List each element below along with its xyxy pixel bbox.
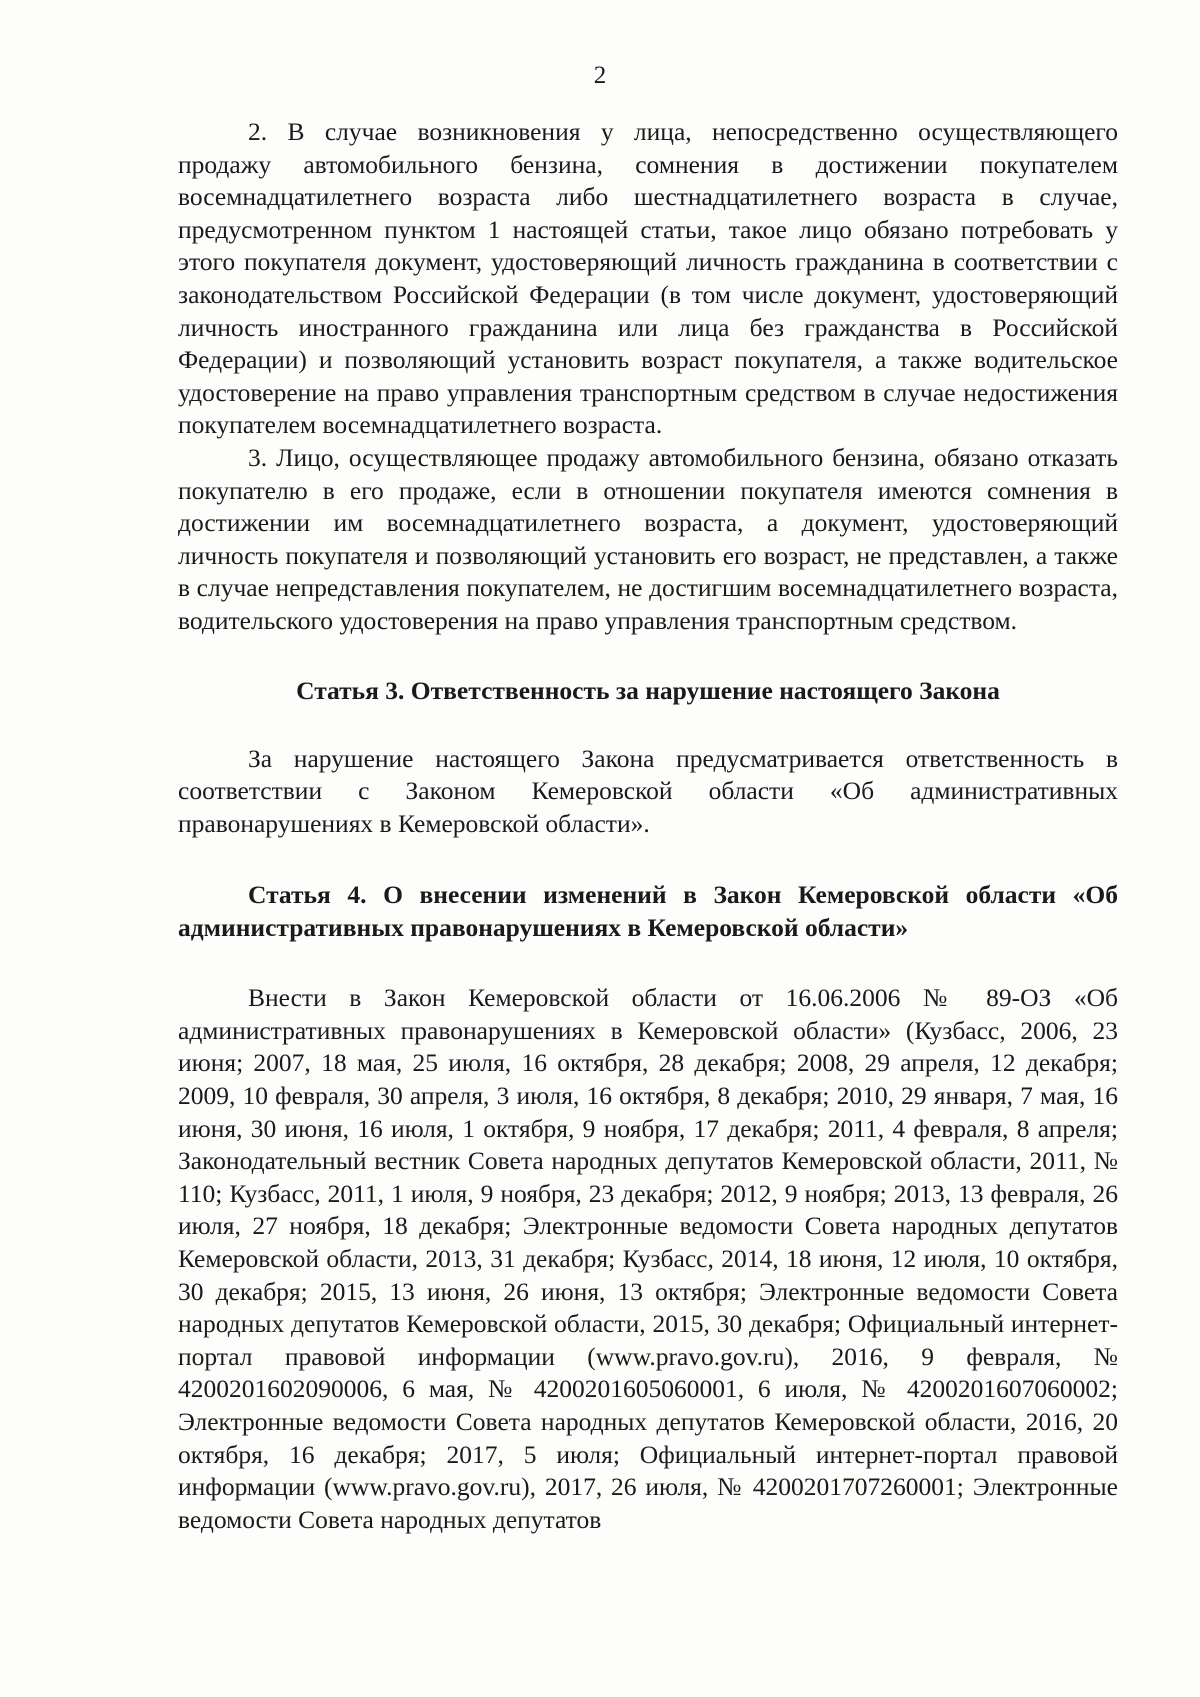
paragraph-2: 2. В случае возникновения у лица, непосредственно осуществляющего продажу автомобильного бензина, сомнения в достижении покупателем восемнадцатилетнего возраста либо шестнадцатилетнего возраста в случае, предусмотренном пунктом 1 настоящей статьи, такое лицо обязано потребовать у этого покупателя документ, удостоверяющий личность гражданина в соответствии с законодательством Российской Федерации (в том числе документ, удостоверяющий личность иностранного гражданина или лица без гражданства в Российской Федерации) и позволяющий установить возраст покупателя, а также водительское удостоверение на право управления транспортным средством в случае недостижения покупателем восемнадцатилетнего возраста. [178,117,1118,440]
paragraph-3: 3. Лицо, осуществляющее продажу автомобильного бензина, обязано отказать покупателю в его продаже, если в отношении покупателя имеются сомнения в достижении им восемнадцатилетнего возраста, а документ, удостоверяющий личность покупателя и позволяющий установить его возраст, не представлен, а также в случае непредставления покупателем, не достигшим восемнадцатилетнего возраста, водительского удостоверения на право управления транспортным средством. [178,442,1118,635]
document-body [178,116,1118,1536]
article-3-heading: Статья 3. Ответственность за нарушение настоящего Закона [296,675,1000,705]
article-4-text: Внести в Закон Кемеровской области от 16.06.2006 № 89-ОЗ «Об административных правонарушениях в Кемеровской области» (Кузбасс, 2006, 23 июня; 2007, 18 мая, 25 июля, 16 октября, 28 декабря; 2008, 29 апреля, 12 декабря; 2009, 10 февраля, 30 апреля, 3 июля, 16 октября, 8 декабря; 2010, 29 января, 7 мая, 16 июня, 30 июня, 16 июля, 1 октября, 9 ноября, 17 декабря; 2011, 4 февраля, 8 апреля; Законодательный вестник Совета народных депутатов Кемеровской области, 2011, № 110; Кузбасс, 2011, 1 июля, 9 ноября, 23 декабря; 2012, 9 ноября; 2013, 13 февраля, 26 июля, 27 ноября, 18 декабря; Электронные ведомости Совета народных депутатов Кемеровской области, 2013, 31 декабря; Кузбасс, 2014, 18 июня, 12 июля, 10 октября, 30 декабря; 2015, 13 июня, 26 июня, 13 октября; Электронные ведомости Совета народных депутатов Кемеровской области, 2015, 30 декабря; Официальный интернет-портал правовой информации (www.pravo.gov.ru), 2016, 9 февраля, № 4200201602090006, 6 мая, № 4200201605060001, 6 июля, № 4200201607060002; Электронные ведомости Совета народных депутатов Кемеровской области, 2016, 20 октября, 16 декабря; 2017, 5 июля; Официальный интернет-портал правовой информации (www.pravo.gov.ru), 2017, 26 июля, № 4200201707260001; Электронные ведомости Совета народных депутатов [178,983,1118,1534]
article-3-text: За нарушение настоящего Закона предусматривается ответственность в соответствии с Законом Кемеровской области «Об административных правонарушениях в Кемеровской области». [178,743,1118,838]
page-number: 2 [593,62,607,89]
article-4-heading: Статья 4. О внесении изменений в Закон Кемеровской области «Об административных правонарушениях в Кемеровской области» [178,880,1118,943]
